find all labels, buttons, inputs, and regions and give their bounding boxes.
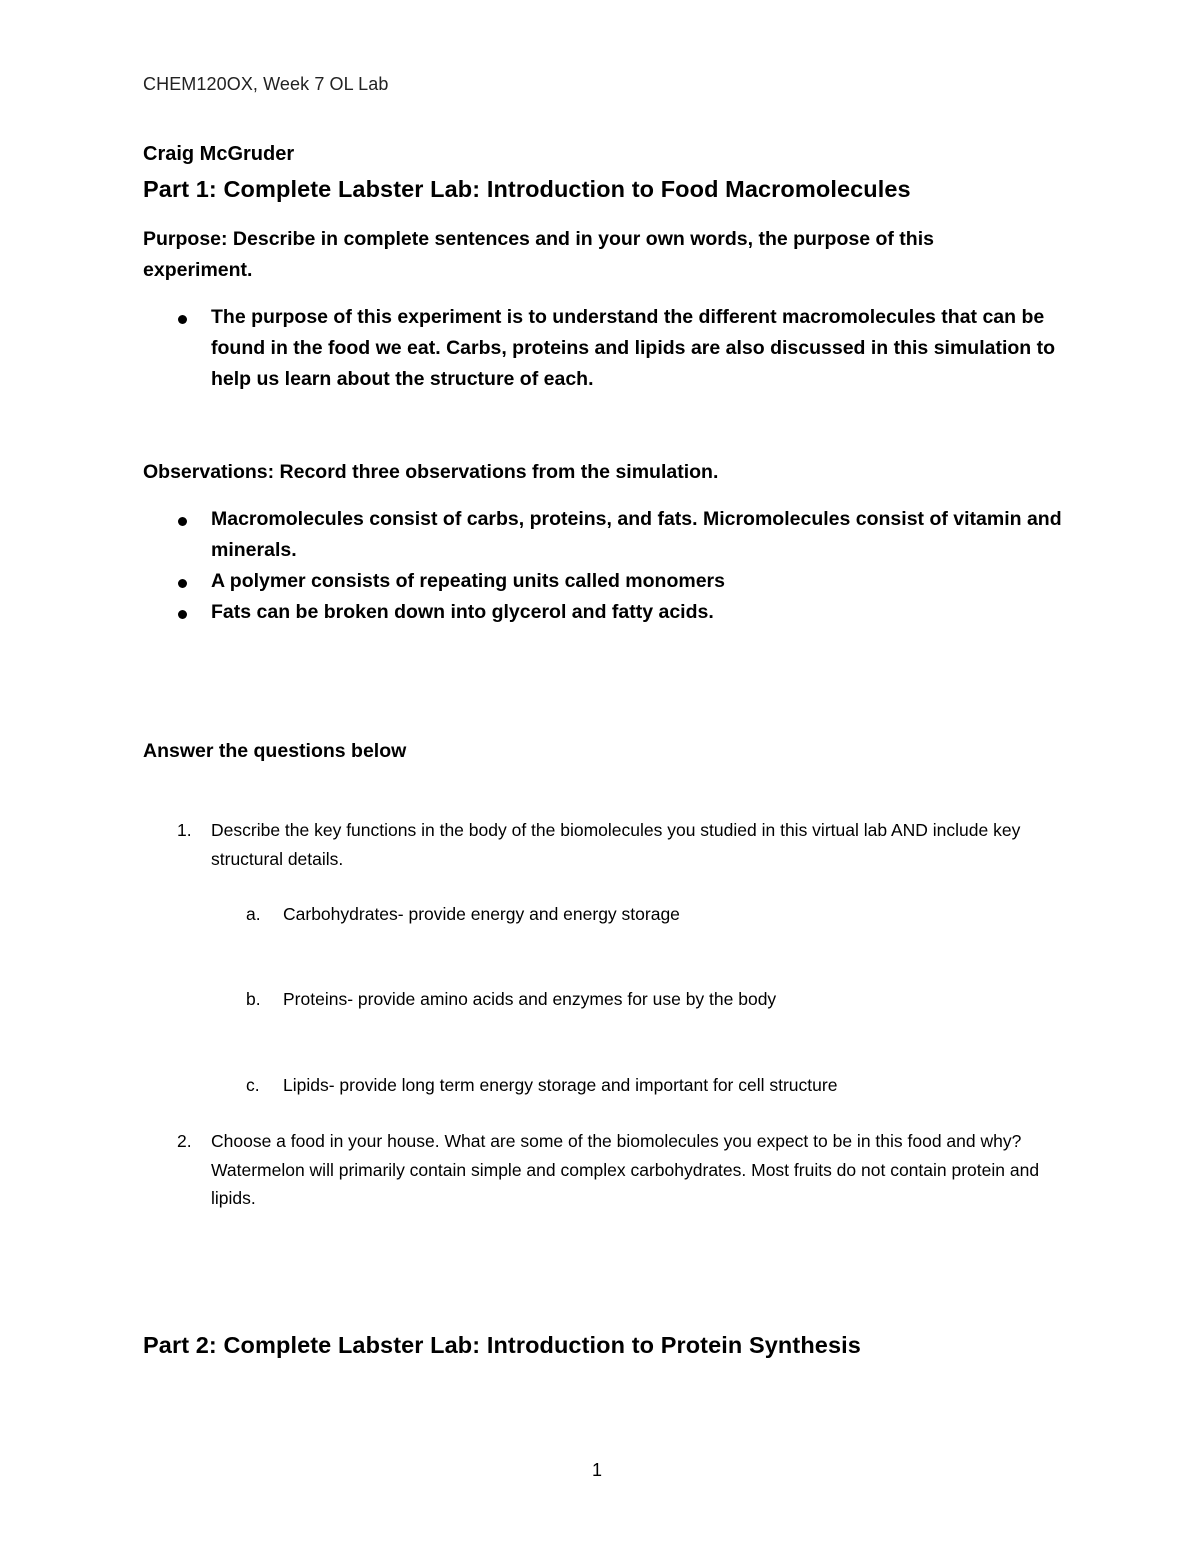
question-text: Choose a food in your house. What are some of the biomolecules you expect to be in this food and why? — [211, 1131, 1022, 1151]
question-2 — [143, 1127, 1083, 1213]
list-item — [143, 597, 1083, 628]
page-number: 1 — [592, 1460, 603, 1480]
sub-answer-text: Lipids- provide long term energy storage and important for cell structure — [283, 1075, 838, 1095]
sub-answer-letter: b. — [246, 989, 261, 1009]
list-item — [143, 566, 1083, 597]
purpose-prompt: Purpose: Describe in complete sentences and in your own words, the purpose of this experiment. — [143, 228, 934, 281]
question-item — [143, 1127, 1083, 1213]
bullet-icon — [178, 517, 187, 526]
sub-answer-text: Carbohydrates- provide energy and energy storage — [283, 904, 680, 924]
observation-text: Macromolecules consist of carbs, proteins, and fats. Micromolecules consist of vitamin and minerals. — [211, 508, 1062, 561]
question-text: Describe the key functions in the body of the biomolecules you studied in this virtual lab AND include key structural details. — [211, 820, 1021, 869]
bullet-icon — [178, 610, 187, 619]
sub-answer-c — [143, 1071, 1043, 1100]
observation-text: Fats can be broken down into glycerol and fatty acids. — [211, 601, 714, 623]
page-header: CHEM120OX, Week 7 OL Lab — [143, 74, 389, 94]
list-item — [143, 504, 1083, 566]
observation-text: A polymer consists of repeating units called monomers — [211, 570, 725, 592]
observations-bullet-list — [143, 504, 1083, 628]
question-1 — [143, 816, 1083, 873]
part1-heading: Part 1: Complete Labster Lab: Introduction to Food Macromolecules — [143, 176, 911, 202]
observations-prompt: Observations: Record three observations from the simulation. — [143, 461, 719, 483]
question-number: 1. — [177, 820, 192, 840]
sub-answer-b — [143, 985, 1043, 1014]
question-answer: Watermelon will primarily contain simple and complex carbohydrates. Most fruits do not contain protein and lipids. — [211, 1159, 1040, 1208]
questions-title: Answer the questions below — [143, 740, 407, 762]
question-item — [143, 816, 1083, 873]
part2-heading: Part 2: Complete Labster Lab: Introduction to Protein Synthesis — [143, 1332, 861, 1358]
author-name: Craig McGruder — [143, 143, 295, 165]
sub-answer-text: Proteins- provide amino acids and enzymes for use by the body — [283, 989, 777, 1009]
question-number: 2. — [177, 1131, 192, 1151]
bullet-icon — [178, 579, 187, 588]
list-item — [143, 302, 1083, 395]
sub-answer-letter: c. — [246, 1075, 260, 1095]
purpose-bullet-list — [143, 302, 1083, 395]
purpose-answer: The purpose of this experiment is to understand the different macromolecules that can be found in the food we eat. Carbs, proteins and lipids are also discussed in this simulation to help us learn about the structure of each. — [211, 306, 1056, 390]
sub-answer-a — [143, 900, 1043, 929]
bullet-icon — [178, 315, 187, 324]
sub-answer-letter: a. — [246, 904, 261, 924]
